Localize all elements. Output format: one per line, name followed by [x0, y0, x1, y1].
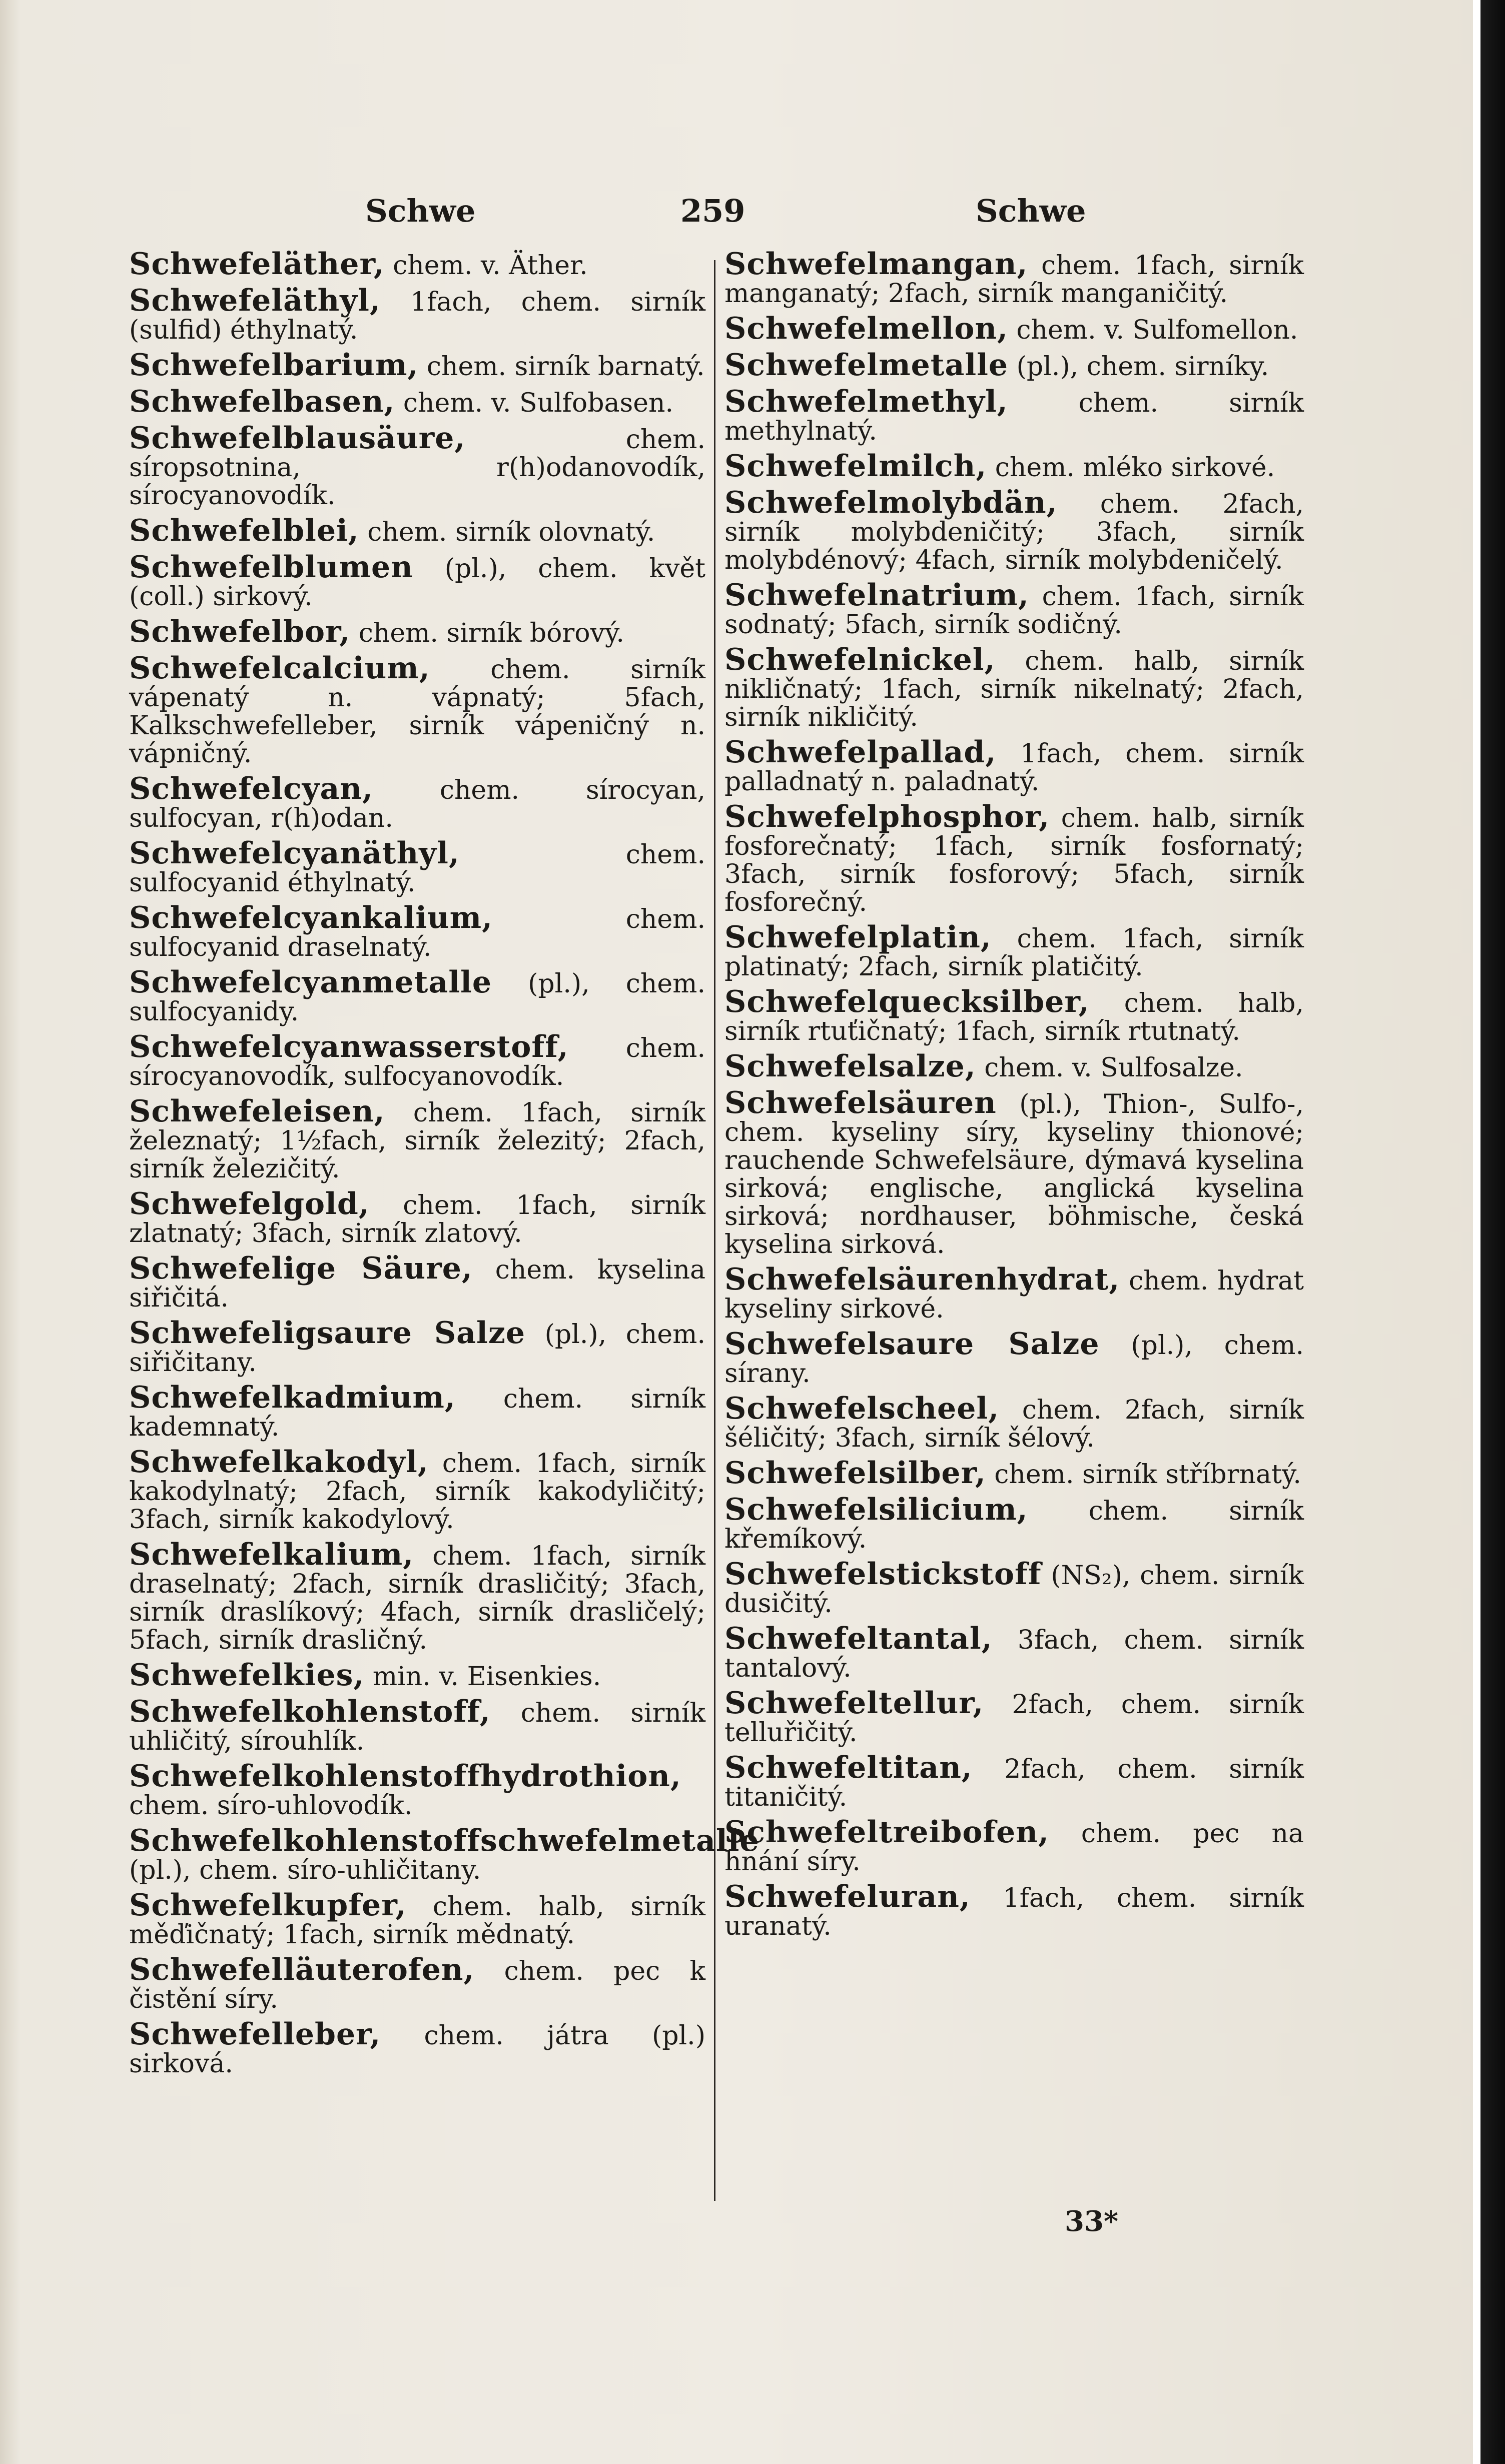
entry-headword: Schwefelpallad, — [724, 735, 997, 770]
entry-headword: Schwefeltitan, — [724, 1750, 973, 1785]
dictionary-entry — [724, 1492, 1304, 1554]
entry-headword: Schwefelsilber, — [724, 1456, 986, 1491]
dictionary-entry — [724, 485, 1304, 575]
entry-definition: (pl.), chem. síro-uhličitany. — [129, 1855, 481, 1885]
dictionary-entry — [724, 1049, 1304, 1084]
dictionary-entry — [129, 1445, 705, 1535]
entry-definition: chem. v. Äther. — [384, 251, 588, 281]
entry-definition: chem. halb, sirník fosforečnatý; 1fach, sirník fosfornatý; 3fach, sirník fosforový; 5fach, sirník fosforečný. — [724, 803, 1304, 917]
entry-definition: (pl.), chem. květ (coll.) sirkový. — [129, 554, 705, 612]
dictionary-entry — [724, 1085, 1304, 1260]
dictionary-entry — [129, 1658, 705, 1693]
entry-headword: Schwefelmangan, — [724, 247, 1028, 282]
entry-definition: chem. 1fach, sirník platinatý; 2fach, sirník platičitý. — [724, 924, 1304, 982]
entry-headword: Schwefelcyanmetalle — [129, 965, 492, 1000]
entry-definition: chem. játra (pl.) sirková. — [129, 2021, 705, 2079]
entry-headword: Schwefelkies, — [129, 1658, 365, 1693]
entry-definition: chem. sirník stříbrnatý. — [986, 1460, 1301, 1490]
dictionary-entry — [724, 799, 1304, 917]
dictionary-entry — [724, 1456, 1304, 1491]
entry-definition: (pl.), chem. siřičitany. — [129, 1320, 705, 1378]
entry-headword: Schwefelnatrium, — [724, 578, 1029, 613]
entry-headword: Schwefelbor, — [129, 614, 351, 649]
dictionary-entry — [724, 578, 1304, 640]
entry-headword: Schwefelcyan, — [129, 771, 373, 806]
header-left-guideword: Schwe — [365, 193, 476, 229]
entry-definition: chem. 2fach, sirník molybdeničitý; 3fach, sirník molybdénový; 4fach, sirník molybdeničelý. — [724, 489, 1304, 575]
entry-headword: Schwefelkupfer, — [129, 1888, 407, 1923]
right-column — [724, 247, 1304, 1947]
entry-headword: Schwefelquecksilber, — [724, 984, 1090, 1019]
entry-definition: chem. 1fach, sirník kakodylnatý; 2fach, sirník kakodyličitý; 3fach, sirník kakodylový. — [129, 1449, 705, 1535]
entry-headword: Schwefelläuterofen, — [129, 1952, 475, 1987]
entry-definition: chem. v. Sulfosalze. — [976, 1053, 1243, 1083]
dictionary-entry — [129, 1823, 760, 1885]
column-divider — [714, 260, 715, 2201]
dictionary-entry — [129, 1888, 705, 1950]
entry-definition: chem. 1fach, sirník draselnatý; 2fach, sirník drasličitý; 3fach, sirník draslíkový; 4fach, sirník drasličelý; 5fach, sirník drasličný. — [129, 1541, 705, 1655]
dictionary-entry — [129, 1380, 705, 1442]
entry-definition: chem. síro-uhlovodík. — [129, 1791, 413, 1821]
entry-definition: chem. 1fach, sirník manganatý; 2fach, sirník manganičitý. — [724, 251, 1304, 309]
dictionary-entry — [129, 1029, 705, 1091]
dictionary-entry — [724, 1391, 1304, 1453]
dictionary-entry — [724, 1262, 1304, 1324]
scan-border-right — [1473, 0, 1505, 2464]
entry-headword: Schwefelplatin, — [724, 920, 992, 955]
dictionary-entry — [724, 1815, 1304, 1877]
dictionary-entry — [724, 1557, 1304, 1619]
entry-headword: Schwefelleber, — [129, 2017, 381, 2052]
entry-headword: Schwefelmilch, — [724, 449, 987, 484]
dictionary-entry — [724, 920, 1304, 982]
dictionary-entry — [129, 1952, 705, 2014]
entry-headword: Schwefelsalze, — [724, 1049, 976, 1084]
dictionary-entry — [129, 1186, 705, 1249]
entry-definition: 3fach, chem. sirník tantalový. — [724, 1625, 1304, 1683]
entry-headword: Schwefelkohlenstoff, — [129, 1694, 491, 1729]
entry-definition: chem. sirník bórový. — [350, 618, 624, 648]
dictionary-entry — [129, 550, 705, 612]
entry-headword: Schwefeligsaure Salze — [129, 1316, 526, 1351]
entry-definition: chem. 2fach, sirník šéličitý; 3fach, sirník šélový. — [724, 1395, 1304, 1453]
dictionary-entry — [724, 735, 1304, 797]
entry-definition: chem. sirník olovnatý. — [359, 517, 655, 547]
dictionary-entry — [129, 283, 705, 345]
entry-headword: Schwefeltantal, — [724, 1621, 993, 1656]
entry-headword: Schwefelcyankalium, — [129, 900, 493, 935]
entry-definition: chem. sírocyanovodík, sulfocyanovodík. — [129, 1033, 705, 1091]
entry-definition: chem. sulfocyanid éthylnatý. — [129, 840, 705, 898]
entry-headword: Schwefelmetalle — [724, 348, 1009, 383]
entry-headword: Schwefelkohlenstoffhydrothion, — [129, 1759, 681, 1794]
entry-headword: Schwefelstickstoff — [724, 1557, 1042, 1592]
entry-headword: Schwefelblei, — [129, 513, 359, 548]
dictionary-entry — [129, 1759, 705, 1821]
page-number: 259 — [680, 193, 745, 229]
dictionary-entry — [724, 642, 1304, 732]
entry-definition: chem. halb, sirník nikličnatý; 1fach, sirník nikelnatý; 2fach, sirník nikličitý. — [724, 646, 1304, 732]
dictionary-entry — [129, 384, 705, 419]
entry-headword: Schwefelmethyl, — [724, 384, 1008, 419]
dictionary-entry — [724, 449, 1304, 484]
entry-definition: chem. sírocyan, sulfocyan, r(h)odan. — [129, 775, 705, 833]
entry-definition: chem. v. Sulfobasen. — [395, 388, 674, 418]
dictionary-entry — [129, 900, 705, 962]
entry-definition: (pl.), chem. sirníky. — [1008, 352, 1269, 382]
dictionary-entry — [724, 984, 1304, 1046]
dictionary-entry — [129, 614, 705, 649]
entry-headword: Schwefelkalium, — [129, 1537, 414, 1572]
dictionary-entry — [129, 1251, 705, 1313]
dictionary-entry — [129, 836, 705, 898]
entry-definition: chem. sirník uhličitý, sírouhlík. — [129, 1698, 705, 1756]
entry-headword: Schwefelcalcium, — [129, 651, 430, 686]
entry-headword: Schwefelkadmium, — [129, 1380, 456, 1415]
signature-mark: 33* — [1065, 2205, 1119, 2238]
entry-headword: Schwefelmolybdän, — [724, 485, 1058, 520]
entry-definition: (pl.), Thion-, Sulfo-, chem. kyseliny síry, kyseliny thionové; rauchende Schwefelsäure, dýmavá kyselina sirková; englische, anglická kyselina sirková; nordhauser, böhmische, česká kyselina sirková. — [724, 1089, 1304, 1260]
entry-headword: Schwefelsäuren — [724, 1085, 997, 1120]
page-header — [130, 193, 1301, 238]
dictionary-entry — [129, 513, 705, 548]
dictionary-entry — [724, 348, 1304, 383]
entry-definition: chem. pec na hnání síry. — [724, 1819, 1304, 1877]
entry-headword: Schwefeltellur, — [724, 1686, 984, 1721]
entry-definition: min. v. Eisenkies. — [364, 1662, 601, 1692]
entry-definition: 1fach, chem. sirník uranatý. — [724, 1883, 1304, 1941]
dictionary-entry — [724, 1327, 1304, 1389]
entry-definition: chem. pec k čistění síry. — [129, 1956, 705, 2014]
entry-headword: Schwefeltreibofen, — [724, 1815, 1049, 1850]
entry-headword: Schwefelbarium, — [129, 348, 419, 383]
entry-headword: Schwefelnickel, — [724, 642, 996, 677]
entry-headword: Schwefeläthyl, — [129, 283, 381, 318]
dictionary-entry — [129, 1694, 705, 1756]
entry-definition: chem. hydrat kyseliny sirkové. — [724, 1266, 1304, 1324]
dictionary-entry — [129, 247, 705, 282]
dictionary-entry — [129, 771, 705, 833]
entry-headword: Schwefelsaure Salze — [724, 1327, 1100, 1362]
entry-definition: chem. sulfocyanid draselnatý. — [129, 904, 705, 962]
dictionary-entry — [724, 384, 1304, 446]
entry-definition: 2fach, chem. sirník telluřičitý. — [724, 1690, 1304, 1748]
dictionary-entry — [724, 311, 1304, 346]
dictionary-entry — [724, 1879, 1304, 1941]
entry-definition: chem. 1fach, sirník sodnatý; 5fach, sirník sodičný. — [724, 582, 1304, 640]
entry-headword: Schwefelige Säure, — [129, 1251, 473, 1286]
entry-definition: chem. síropsotnina, r(h)odanovodík, sírocyanovodík. — [129, 425, 705, 511]
entry-headword: Schwefelkohlenstoffschwefelmetalle — [129, 1823, 760, 1858]
entry-definition: (pl.), chem. sírany. — [724, 1331, 1304, 1389]
entry-headword: Schwefelgold, — [129, 1186, 370, 1221]
entry-definition: 1fach, chem. sirník palladnatý n. paladnatý. — [724, 739, 1304, 797]
entry-definition: chem. sirník kademnatý. — [129, 1384, 705, 1442]
entry-headword: Schwefelsäurenhydrat, — [724, 1262, 1120, 1297]
dictionary-entry — [724, 1750, 1304, 1812]
entry-headword: Schwefeläther, — [129, 247, 385, 282]
entry-definition: chem. halb, sirník měďičnatý; 1fach, sirník mědnatý. — [129, 1892, 705, 1950]
dictionary-entry — [129, 2017, 705, 2079]
entry-headword: Schwefelblumen — [129, 550, 413, 585]
dictionary-entry — [724, 1686, 1304, 1748]
dictionary-entry — [129, 965, 705, 1027]
entry-definition: chem. sirník methylnatý. — [724, 388, 1304, 446]
dictionary-entry — [129, 1316, 705, 1378]
entry-headword: Schwefelbasen, — [129, 384, 395, 419]
entry-headword: Schwefelcyanäthyl, — [129, 836, 460, 871]
dictionary-entry — [129, 421, 705, 511]
dictionary-entry — [724, 247, 1304, 309]
entry-definition: chem. 1fach, sirník zlatnatý; 3fach, sirník zlatový. — [129, 1190, 705, 1249]
entry-headword: Schwefelsilicium, — [724, 1492, 1028, 1527]
dictionary-entry — [129, 348, 705, 383]
entry-definition: (NS₂), chem. sirník dusičitý. — [724, 1561, 1304, 1619]
dictionary-entry — [129, 1537, 705, 1655]
entry-definition: 2fach, chem. sirník titaničitý. — [724, 1754, 1304, 1812]
left-column — [129, 247, 760, 2085]
entry-headword: Schwefeluran, — [724, 1879, 971, 1914]
entry-headword: Schwefelscheel, — [724, 1391, 1000, 1426]
dictionary-entry — [129, 651, 705, 769]
entry-headword: Schwefelcyanwasserstoff, — [129, 1029, 569, 1064]
header-right-guideword: Schwe — [976, 193, 1086, 229]
entry-headword: Schwefelmellon, — [724, 311, 1008, 346]
entry-definition: chem. halb, sirník rtuťičnatý; 1fach, sirník rtutnatý. — [724, 988, 1304, 1046]
dictionary-entry — [724, 1621, 1304, 1683]
entry-headword: Schwefelphosphor, — [724, 799, 1050, 834]
dictionary-entry — [129, 1094, 705, 1184]
entry-definition: (pl.), chem. sulfocyanidy. — [129, 969, 705, 1027]
entry-definition: chem. v. Sulfomellon. — [1008, 315, 1298, 345]
entry-definition: chem. sirník křemíkový. — [724, 1496, 1304, 1554]
entry-definition: chem. 1fach, sirník železnatý; 1½fach, sirník železitý; 2fach, sirník železičitý. — [129, 1098, 705, 1184]
entry-headword: Schwefeleisen, — [129, 1094, 385, 1129]
entry-definition: 1fach, chem. sirník (sulfid) éthylnatý. — [129, 287, 705, 345]
entry-headword: Schwefelkakodyl, — [129, 1445, 429, 1480]
entry-headword: Schwefelblausäure, — [129, 421, 466, 456]
entry-definition: chem. kyselina siřičitá. — [129, 1255, 705, 1313]
entry-definition: chem. sirník vápenatý n. vápnatý; 5fach, Kalkschwefelleber, sirník vápeničný n. vápničný. — [129, 655, 705, 769]
entry-definition: chem. sirník barnatý. — [418, 352, 705, 382]
entry-definition: chem. mléko sirkové. — [987, 453, 1275, 483]
